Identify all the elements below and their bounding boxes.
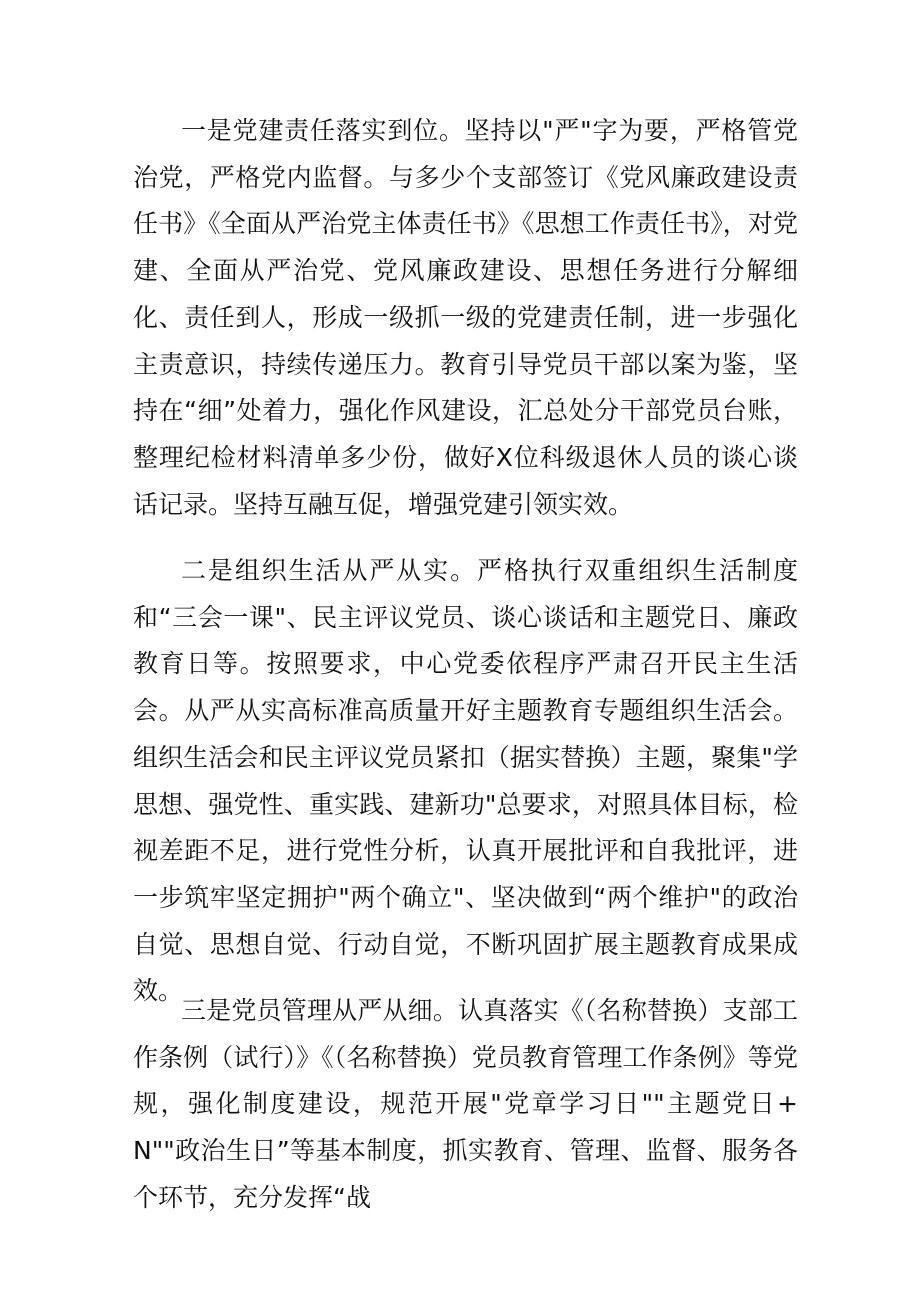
paragraph-party-building-responsibility: 一是党建责任落实到位。坚持以"严"字为要，严格管党治党，严格党内监督。与多少个支部签订《党风廉政建设责任书》《全面从严治党主体责任书》《思想工作责任书》，对党建、全面从严治党、党风廉政建设、思想任务进行分解细化、责任到人，形成一级抓一级的党建责任制，进一步强化主责意识，持续传递压力。教育引导党员干部以案为鉴，坚持在“细”处着力，强化作风建设，汇总处分干部党员台账，整理纪检材料清单多少份，做好X位科级退休人员的谈心谈话记录。坚持互融互促，增强党建引领实效。 xyxy=(133,116,798,519)
paragraph-organizational-life: 二是组织生活从严从实。严格执行双重组织生活制度和“三会一课"、民主评议党员、谈心谈话和主题党日、廉政教育日等。按照要求，中心党委依程序严肃召开民主生活会。从严从实高标准高质量开好主题教育专题组织生活会。组织生活会和民主评议党员紧扣（据实替换）主题，聚集"学思想、强党性、重实践、建新功"总要求，对照具体目标，检视差距不足，进行党性分析，认真开展批评和自我批评，进一步筑牢坚定拥护"两个确立"、坚决做到“两个维护"的政治自觉、思想自觉、行动自觉，不断巩固扩展主题教育成果成效。 xyxy=(133,556,798,1006)
paragraph-member-management: 三是党员管理从严从细。认真落实《（名称替换）支部工作条例（试行）》《（名称替换）党员教育管理工作条例》等党规，强化制度建设，规范开展"党章学习日""主题党日+N""政治生日”等基本制度，抓实教育、管理、监督、服务各个环节，充分发挥“战 xyxy=(133,996,798,1212)
